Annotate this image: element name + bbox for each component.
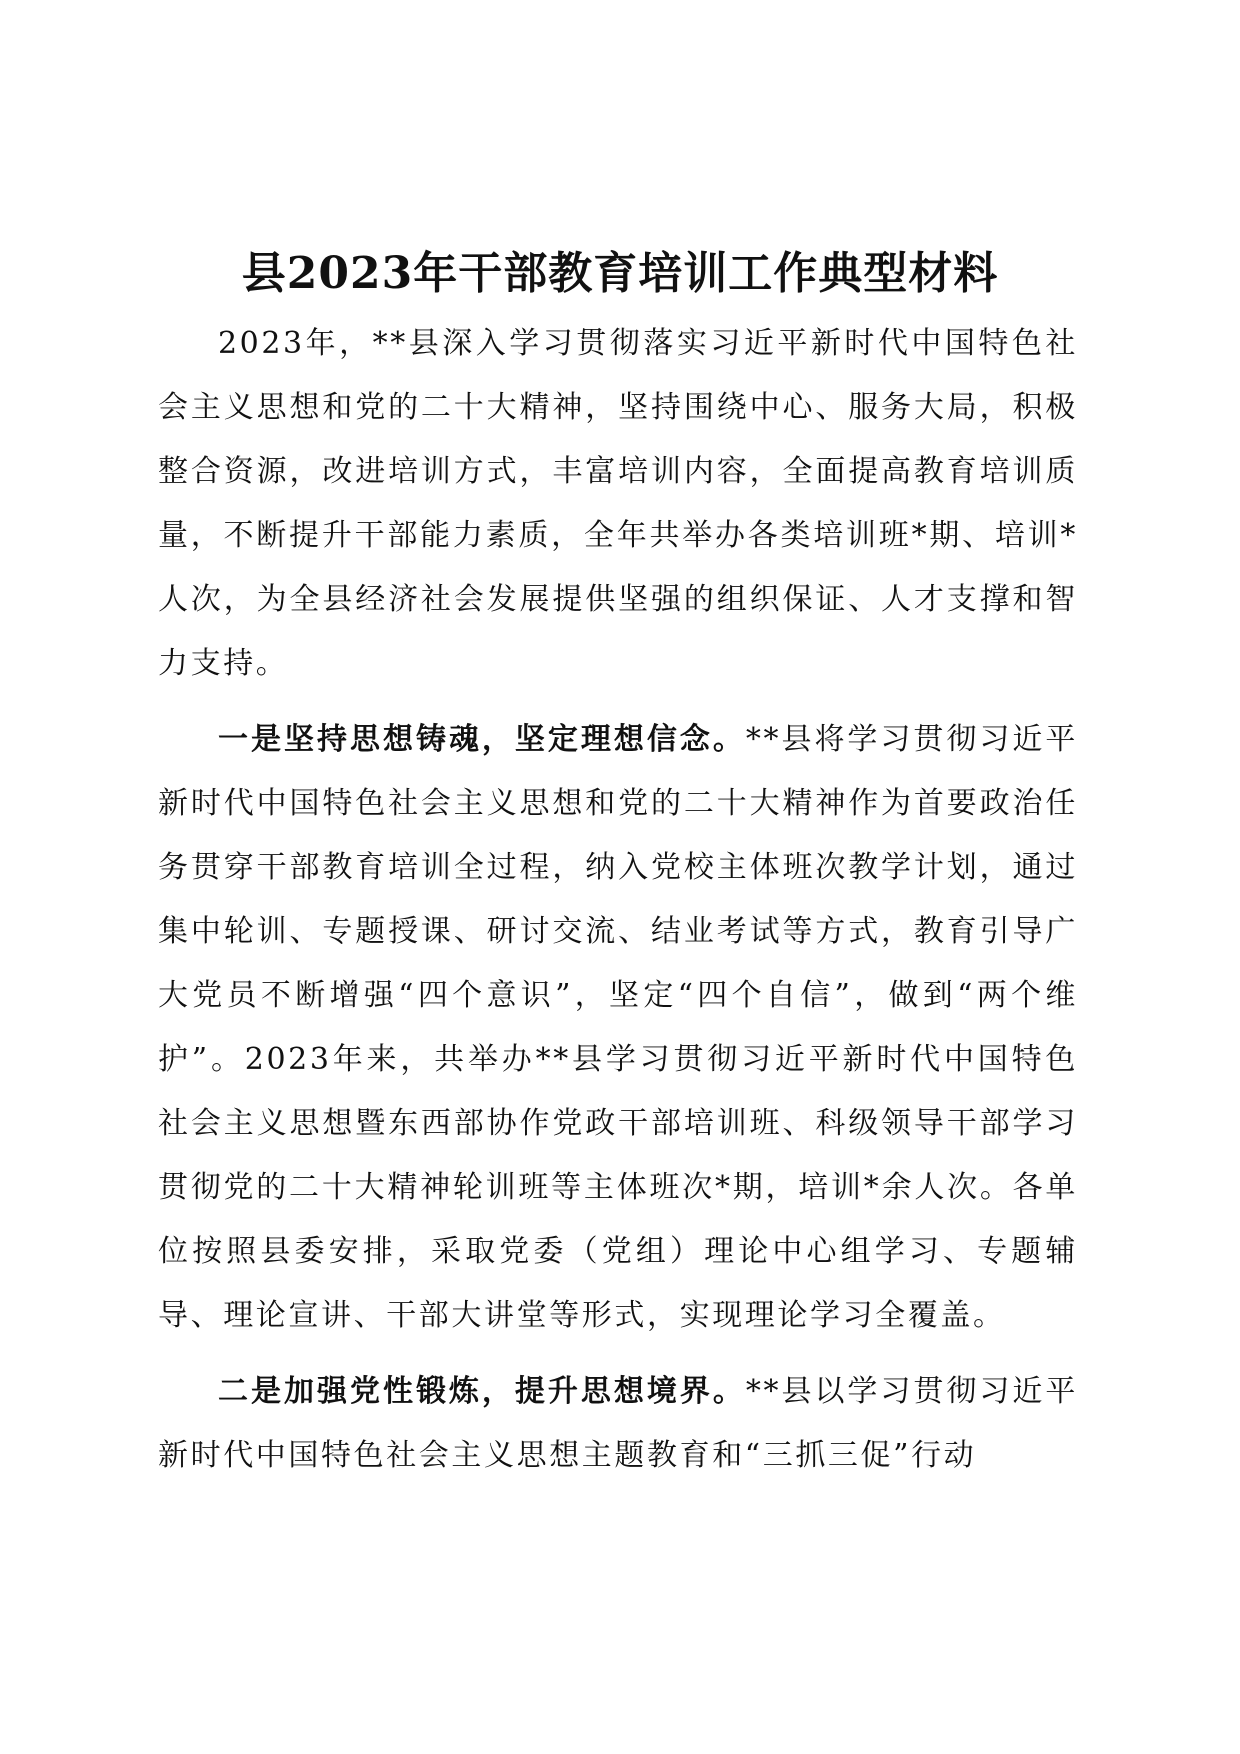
document-title: 县2023年干部教育培训工作典型材料 [241, 248, 999, 299]
section-2-lead: 二是加强党性锻炼，提升思想境界。 [218, 1374, 746, 1409]
section-paragraph-1 [158, 708, 1078, 1348]
section-1-lead: 一是坚持思想铸魂，坚定理想信念。 [218, 722, 746, 757]
document-body [158, 312, 1078, 1488]
section-1-text: **县将学习贯彻习近平新时代中国特色社会主义思想和党的二十大精神作为首要政治任务贯穿干部教育培训全过程，纳入党校主体班次教学计划，通过集中轮训、专题授课、研讨交流、结业考试等方式，教育引导广大党员不断增强“四个意识”，坚定“四个自信”，做到“两个维护”。2023年来，共举办**县学习贯彻习近平新时代中国特色社会主义思想暨东西部协作党政干部培训班、科级领导干部学习贯彻党的二十大精神轮训班等主体班次*期，培训*余人次。各单位按照县委安排，采取党委（党组）理论中心组学习、专题辅导、理论宣讲、干部大讲堂等形式，实现理论学习全覆盖。 [158, 722, 1078, 1333]
intro-paragraph: 2023年，**县深入学习贯彻落实习近平新时代中国特色社会主义思想和党的二十大精神，坚持围绕中心、服务大局，积极整合资源，改进培训方式，丰富培训内容，全面提高教育培训质量，不断提升干部能力素质，全年共举办各类培训班*期、培训*人次，为全县经济社会发展提供坚强的组织保证、人才支撑和智力支持。 [158, 326, 1078, 681]
section-2-text: **县以学习贯彻习近平新时代中国特色社会主义思想主题教育和“三抓三促”行动 [158, 1374, 1078, 1473]
section-paragraph-2 [158, 1360, 1078, 1488]
